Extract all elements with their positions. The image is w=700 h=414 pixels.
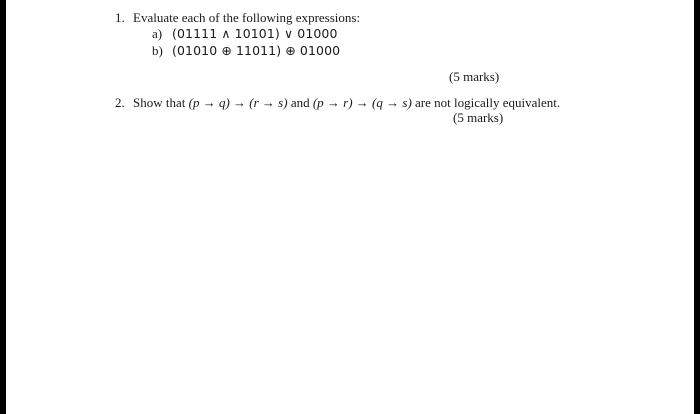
question-2-marks: (5 marks) (453, 110, 504, 125)
question-1a-expression: (01111 ∧ 10101) ∨ 01000 (172, 26, 338, 41)
question-1-marks: (5 marks) (449, 69, 500, 84)
document-page (6, 0, 694, 414)
question-1-prompt: Evaluate each of the following expressions: (133, 10, 361, 25)
question-2-conjunction: and (287, 95, 313, 110)
question-1a-label: a) (152, 26, 163, 41)
question-1b-expression: (01010 ⊕ 11011) ⊕ 01000 (172, 43, 341, 58)
question-1-number: 1. (115, 10, 125, 25)
question-2-formula-2: (p → r) → (q → s) (312, 95, 412, 110)
question-2-number: 2. (115, 95, 125, 110)
question-2-formula-1: (p → q) → (r → s) (188, 95, 288, 110)
question-2-prompt-suffix: are not logically equivalent. (411, 95, 561, 110)
question-2-prompt-prefix: Show that (133, 95, 189, 110)
question-2-prompt (133, 95, 560, 111)
question-1b-label: b) (152, 43, 163, 58)
